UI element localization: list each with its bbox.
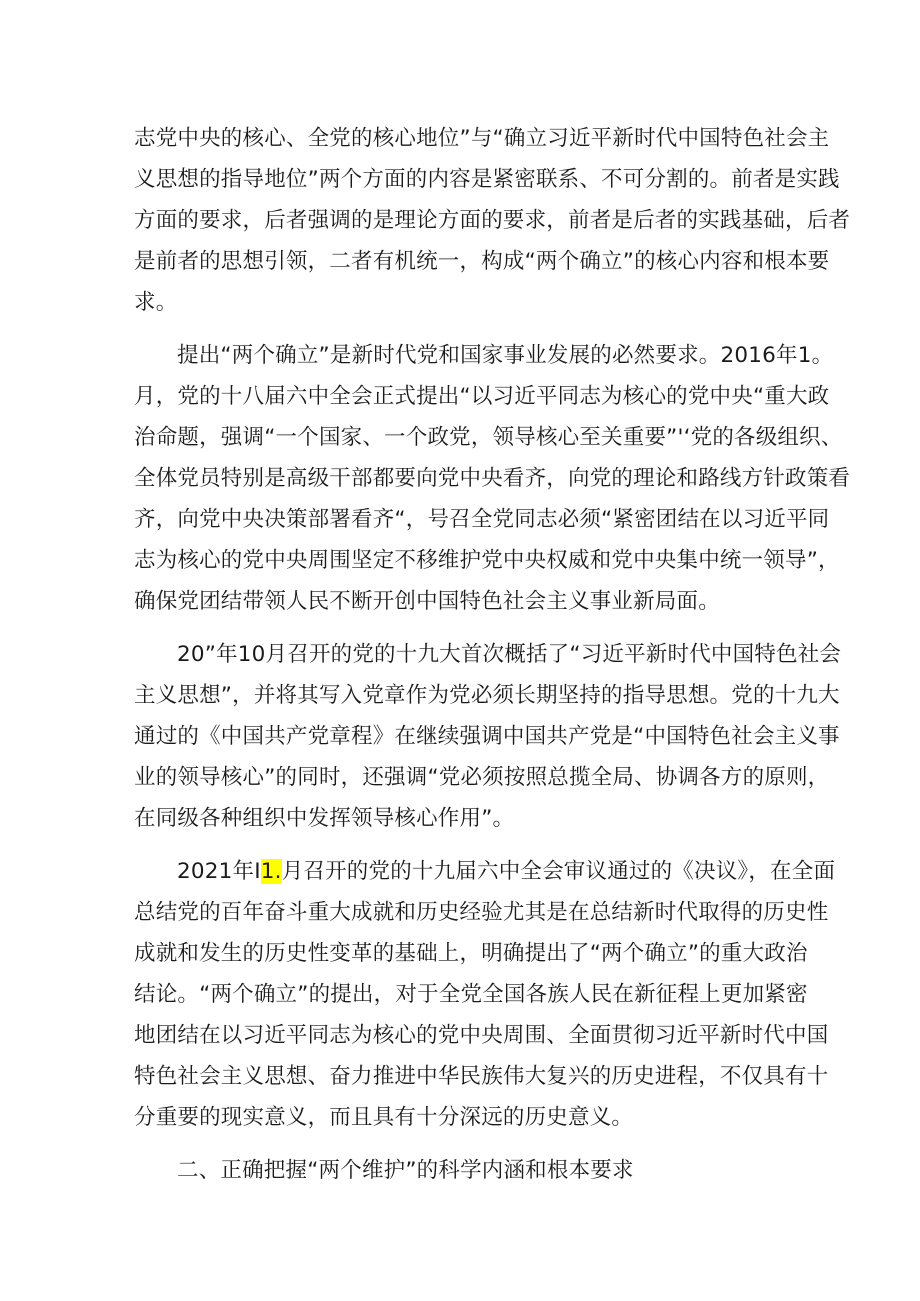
text-line: 确保党团结带领人民不断开创中国特色社会主义事业新局面。 — [134, 589, 720, 614]
text-line: 主义思想”，并将其写入党章作为党必须长期坚持的指导思想。党的十九大 — [134, 683, 840, 708]
text-line: 义思想的指导地位”两个方面的内容是紧密联系、不可分割的。前者是实践 — [134, 167, 840, 192]
text-line: 业的领导核心”的同时，还强调“党必须按照总揽全局、协调各方的原则， — [134, 765, 830, 790]
text-line: 通过的《中国共产党章程》在继续强调中国共产党是“中国特色社会主义事 — [134, 724, 840, 749]
text-line: 是前者的思想引领，二者有机统一，构成“两个确立”的核心内容和根本要 — [134, 249, 830, 274]
text-line: 分重要的现实意义，而且具有十分深远的历史意义。 — [134, 1105, 634, 1130]
text-line-first — [134, 851, 836, 892]
text-line: 月，党的十八届六中全会正式提出“以习近平同志为核心的党中央“重大政 — [134, 384, 830, 409]
text-line: 全体党员特别是高级干部都要向党中央看齐，向党的理论和路线方针政策看 — [134, 466, 851, 491]
heading-line: 二、正确把握“两个维护”的科学内涵和根本要求 — [177, 1158, 634, 1183]
section-heading — [134, 1150, 794, 1191]
paragraph-3 — [134, 634, 842, 839]
paragraph-2 — [134, 335, 851, 622]
text-line: 齐，向党中央决策部署看齐“，号召全党同志必须“紧密团结在以习近平同 — [134, 507, 830, 532]
line-end-text: 月召开的党的十九届六中全会审议通过的《决议》，在全面 — [281, 859, 836, 884]
text-line: 特色社会主义思想、奋力推进中华民族伟大复兴的历史进程，不仅具有十 — [134, 1064, 829, 1089]
text-line: 结论。“两个确立”的提出，对于全党全国各族人民在新征程上更加紧密 — [134, 982, 808, 1007]
text-line: 在同级各种组织中发挥领导核心作用”。 — [134, 806, 515, 831]
text-line: 地团结在以习近平同志为核心的党中央周围、全面贯彻习近平新时代中国 — [134, 1023, 829, 1048]
text-line: 总结党的百年奋斗重大成就和历史经验尤其是在总结新时代取得的历史性 — [134, 900, 829, 925]
text-line: 志为核心的党中央周围坚定不移维护党中央权威和党中央集中统一领导”， — [134, 548, 840, 573]
text-line: 求。 — [134, 290, 178, 315]
paragraph-1 — [134, 118, 851, 323]
text-line: 提出“两个确立”是新时代党和国家事业发展的必然要求。2016年1。 — [177, 343, 834, 368]
document-body — [134, 118, 851, 1203]
line-start-text: 2021年I — [177, 859, 261, 884]
text-line: 治命题，强调“一个国家、一个政党，领导核心至关重要”'‘党的各级组织、 — [134, 425, 843, 450]
text-line: 方面的要求，后者强调的是理论方面的要求，前者是后者的实践基础，后者 — [134, 208, 851, 233]
text-line: 20”年10月召开的党的十九大首次概括了“习近平新时代中国特色社会 — [177, 642, 842, 667]
paragraph-4 — [134, 851, 836, 1138]
text-line: 成就和发生的历史性变革的基础上，明确提出了“两个确立”的重大政治 — [134, 941, 808, 966]
highlighted-text: 1. — [260, 859, 282, 884]
text-line: 志党中央的核心、全党的核心地位”与“确立习近平新时代中国特色社会主 — [134, 126, 830, 151]
